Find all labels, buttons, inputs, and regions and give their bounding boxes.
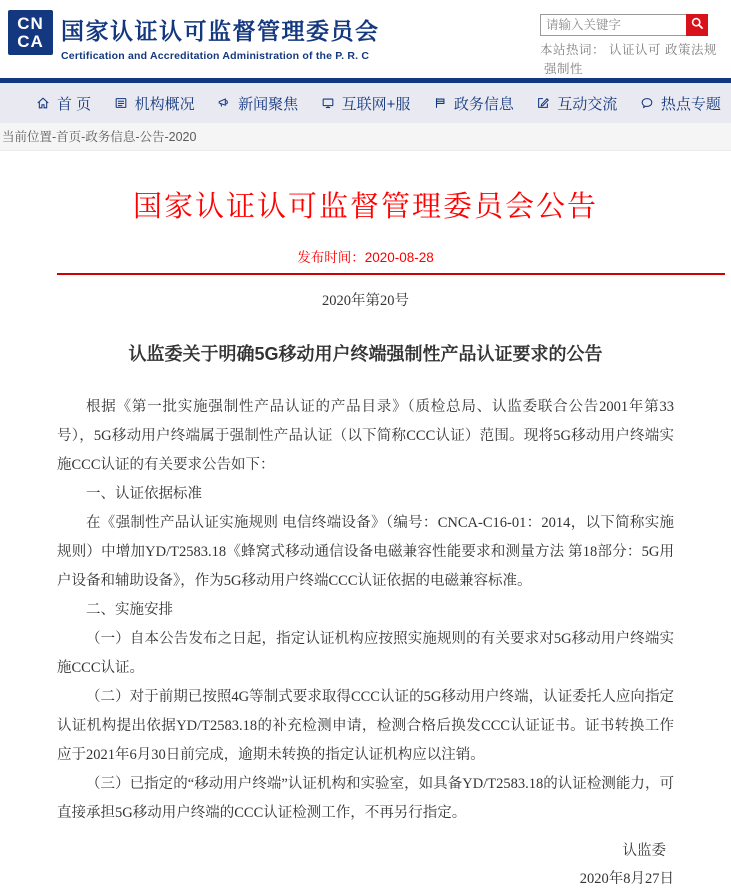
hot-word-link-3[interactable]: 强制性 — [544, 62, 584, 76]
nav-item-interaction[interactable] — [536, 93, 617, 114]
nav-label: 首 页 — [57, 95, 92, 113]
pencil-edit-icon — [536, 96, 550, 110]
document-list-icon — [114, 96, 128, 110]
article-body — [57, 393, 674, 828]
nav-label: 互动交流 — [557, 95, 618, 113]
site-title-cn: 国家认证认可监督管理委员会 — [61, 18, 380, 44]
nav-item-internet-service[interactable] — [321, 93, 411, 114]
cnca-logo[interactable] — [8, 10, 53, 55]
article-paragraph: 在《强制性产品认证实施规则 电信终端设备》（编号：CNCA-C16-01：2014，以下简称实施规则）中增加YD/T2583.18《蜂窝式移动通信设备电磁兼容性能要求和测量方法 第18部分：5G用户设备和辅助设备》，作为5G移动用户终端CCC认证依据的电磁兼容标准。 — [57, 515, 674, 589]
monitor-icon — [321, 96, 335, 110]
signature-name: 认监委 — [622, 843, 666, 859]
doc-number: 2020年第20号 — [322, 293, 409, 309]
announcement-page — [0, 184, 731, 893]
signature-date: 2020年8月27日 — [579, 871, 674, 887]
article-title: 认监委关于明确5G移动用户终端强制性产品认证要求的公告 — [128, 344, 603, 364]
nav-item-gov-info[interactable] — [433, 93, 514, 114]
publish-date: 发布时间：2020-08-28 — [297, 250, 434, 265]
main-nav — [0, 78, 731, 123]
logo-text-line1: CN — [17, 13, 44, 33]
nav-label: 互联网+服 — [341, 95, 411, 113]
hot-words-label: 本站热词： — [540, 43, 606, 57]
speech-bubble-icon — [640, 96, 654, 110]
article-paragraph: 根据《第一批实施强制性产品认证的产品目录》（质检总局、认监委联合公告2001年第33号），5G移动用户终端属于强制性产品认证（以下简称CCC认证）范围。现将5G移动用户终端实施CCC认证的有关要求公告如下： — [57, 399, 674, 473]
nav-label: 机构概况 — [134, 95, 195, 113]
site-title-block — [61, 13, 380, 62]
hot-words — [540, 41, 718, 79]
breadcrumb: 当前位置-首页-政务信息-公告-2020 — [0, 123, 731, 151]
hot-word-link-1[interactable]: 认证认可 — [609, 43, 662, 57]
nav-label: 政务信息 — [453, 95, 514, 113]
search-input[interactable] — [540, 14, 686, 36]
nav-item-org-overview[interactable] — [114, 93, 195, 114]
nav-label: 热点专题 — [660, 95, 721, 113]
hot-word-link-2[interactable]: 政策法规 — [665, 43, 718, 57]
article-paragraph: 一、认证依据标准 — [86, 486, 202, 502]
logo-text-line2: CA — [17, 31, 44, 51]
nav-item-home[interactable] — [36, 93, 91, 114]
nav-label: 新闻聚焦 — [238, 95, 299, 113]
page-title: 国家认证认可监督管理委员会公告 — [132, 191, 598, 223]
site-title-en: Certification and Accreditation Administration of the P. R. C — [61, 50, 370, 62]
home-icon — [36, 96, 50, 110]
flag-icon — [433, 96, 447, 110]
megaphone-icon — [217, 96, 231, 110]
search-button[interactable] — [686, 14, 708, 36]
red-divider — [57, 273, 725, 275]
article-paragraph: （一）自本公告发布之日起，指定认证机构应按照实施规则的有关要求对5G移动用户终端实施CCC认证。 — [57, 631, 674, 676]
search-area — [540, 14, 720, 79]
site-header — [0, 0, 731, 78]
nav-item-hot-topics[interactable] — [640, 93, 721, 114]
article-paragraph: （三）已指定的“移动用户终端”认证机构和实验室，如具备YD/T2583.18的认证检测能力，可直接承担5G移动用户终端的CCC认证检测工作，不再另行指定。 — [57, 776, 674, 821]
nav-item-news[interactable] — [217, 93, 298, 114]
signature-block — [57, 837, 674, 893]
article-paragraph: （二）对于前期已按照4G等制式要求取得CCC认证的5G移动用户终端，认证委托人应向指定认证机构提出依据YD/T2583.18的补充检测申请，检测合格后换发CCC认证证书。证书转换工作应于2021年6月30日前完成，逾期未转换的指定认证机构应以注销。 — [57, 689, 674, 763]
article-paragraph: 二、实施安排 — [86, 602, 173, 618]
search-icon — [690, 16, 705, 34]
